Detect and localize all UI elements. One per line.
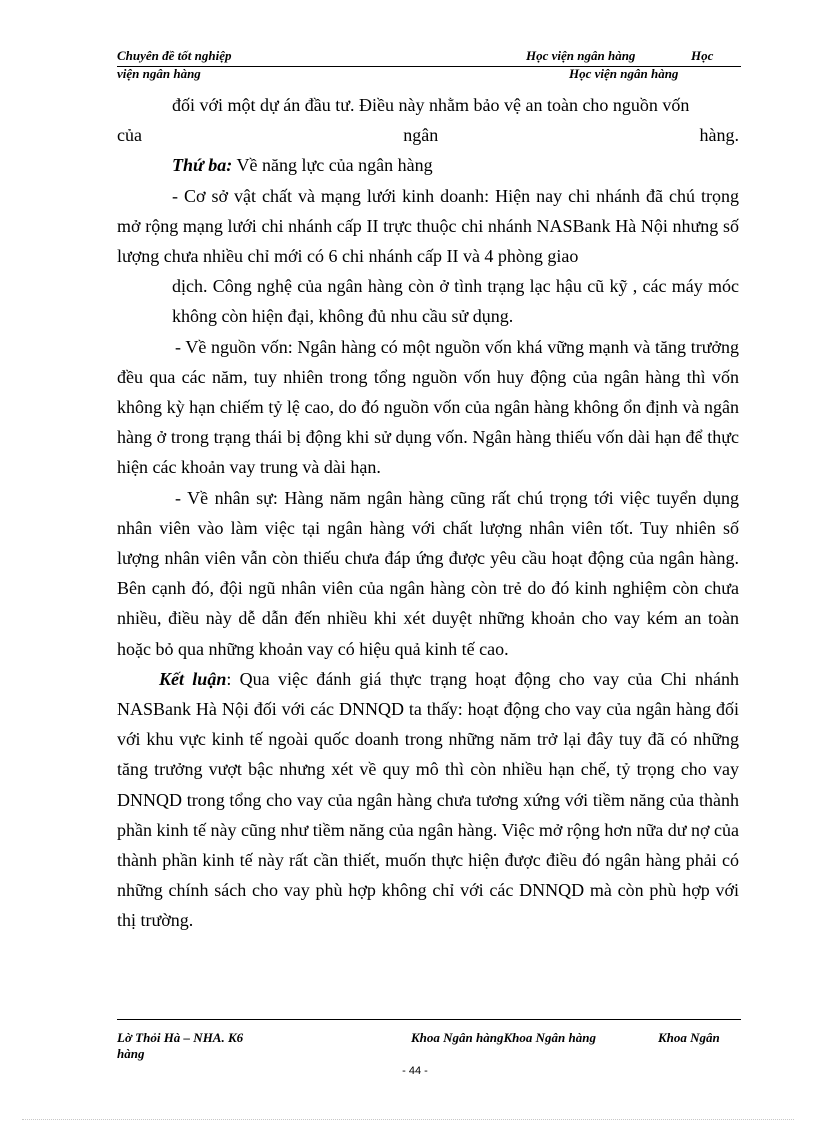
- paragraph-continuation: đối với một dự án đầu tư. Điều này nhằm bảo vệ an toàn cho nguồn vốn: [172, 95, 690, 115]
- paragraph-conclusion: [117, 664, 739, 936]
- paragraph-technology: dịch. Công nghệ của ngân hàng còn ở tình trạng lạc hậu cũ kỹ , các máy móc không còn hiện đại, không đủ nhu cầu sử dụng.: [172, 276, 739, 327]
- page-footer: [117, 1019, 741, 1079]
- heading-label: Thứ ba:: [172, 155, 233, 176]
- footer-wrap-line: hàng: [117, 1046, 145, 1061]
- word: hàng.: [699, 125, 739, 146]
- paragraph-facilities: - Cơ sở vật chất và mạng lưới kinh doanh: Hiện nay chi nhánh đã chú trọng mở rộng mạng lưới chi nhánh cấp II trực thuộc chi nhánh NASBank Hà Nội nhưng số lượng chưa nhiều chỉ mới có 6 chi nhánh cấp II và 4 phòng giao: [117, 185, 739, 267]
- footer-author: Lờ Thỏi Hà – NHA. K6: [117, 1030, 244, 1045]
- header-wrap-line: viện ngân hàng: [117, 66, 201, 81]
- document-body: [117, 90, 739, 936]
- page-header: [117, 48, 741, 84]
- paragraph-continuation-end: [117, 120, 739, 150]
- header-institution-second: Học viện ngân hàng: [569, 66, 679, 81]
- footer-faculty: Khoa Ngân hàngKhoa Ngân hàng: [411, 1030, 596, 1045]
- footer-faculty-repeat: Khoa Ngân: [658, 1030, 720, 1045]
- page-boundary: [22, 1119, 794, 1120]
- header-institution-repeat: Học: [691, 48, 714, 63]
- conclusion-text: : Qua việc đánh giá thực trạng hoạt động cho vay của Chi nhánh NASBank Hà Nội đối với các DNNQD ta thấy: hoạt động cho vay của ngân hàng đối với khu vực kinh tế ngoài quốc doanh trong những năm trở lại đây tuy đã có những tăng trưởng vượt bậc nhưng xét về quy mô thì còn nhiều hạn chế, tỷ trọng cho vay DNNQD trong tổng cho vay của ngân hàng chưa tương xứng với tiềm năng của thành phần kinh tế này cũng như tiềm năng của ngân hàng. Việc mở rộng hơn nữa dư nợ của thành phần kinh tế này rất cần thiết, muốn thực hiện được điều đó ngân hàng phải có những chính sách cho vay phù hợp không chỉ với các DNNQD mà còn phù hợp với thị trường.: [117, 668, 739, 931]
- paragraph-capital: - Về nguồn vốn: Ngân hàng có một nguồn vốn khá vững mạnh và tăng trưởng đều qua các năm, tuy nhiên trong tổng nguồn vốn huy động của ngân hàng thì vốn không kỳ hạn chiếm tỷ lệ cao, do đó nguồn vốn của ngân hàng không ổn định và ngân hàng ở trong trạng thái bị động khi sử dụng vốn. Ngân hàng thiếu vốn dài hạn để thực hiện các khoản vay trung và dài hạn.: [117, 336, 739, 478]
- footer-rule: [117, 1019, 741, 1020]
- paragraph-personnel: - Về nhân sự: Hàng năm ngân hàng cũng rất chú trọng tới việc tuyển dụng nhân viên vào làm việc tại ngân hàng với chất lượng nhân viên tốt. Tuy nhiên số lượng nhân viên vẫn còn thiếu chưa đáp ứng được yêu cầu hoạt động của ngân hàng. Bên cạnh đó, đội ngũ nhân viên của ngân hàng còn trẻ do đó kinh nghiệm còn chưa nhiều, điều này dễ dẫn đến nhiều khi xét duyệt những khoản cho vay kém an toàn hoặc bỏ qua những khoản vay có hiệu quả kinh tế cao.: [117, 487, 739, 659]
- word: ngân: [403, 125, 439, 146]
- section-heading-third: [117, 150, 739, 180]
- header-document-title: Chuyên đề tốt nghiệp: [117, 48, 232, 63]
- page-number: - 44 -: [402, 1065, 428, 1077]
- conclusion-label: Kết luận: [159, 668, 227, 689]
- word: của: [117, 125, 142, 146]
- header-institution: Học viện ngân hàng: [526, 48, 636, 63]
- heading-text: Về năng lực của ngân hàng: [232, 155, 433, 176]
